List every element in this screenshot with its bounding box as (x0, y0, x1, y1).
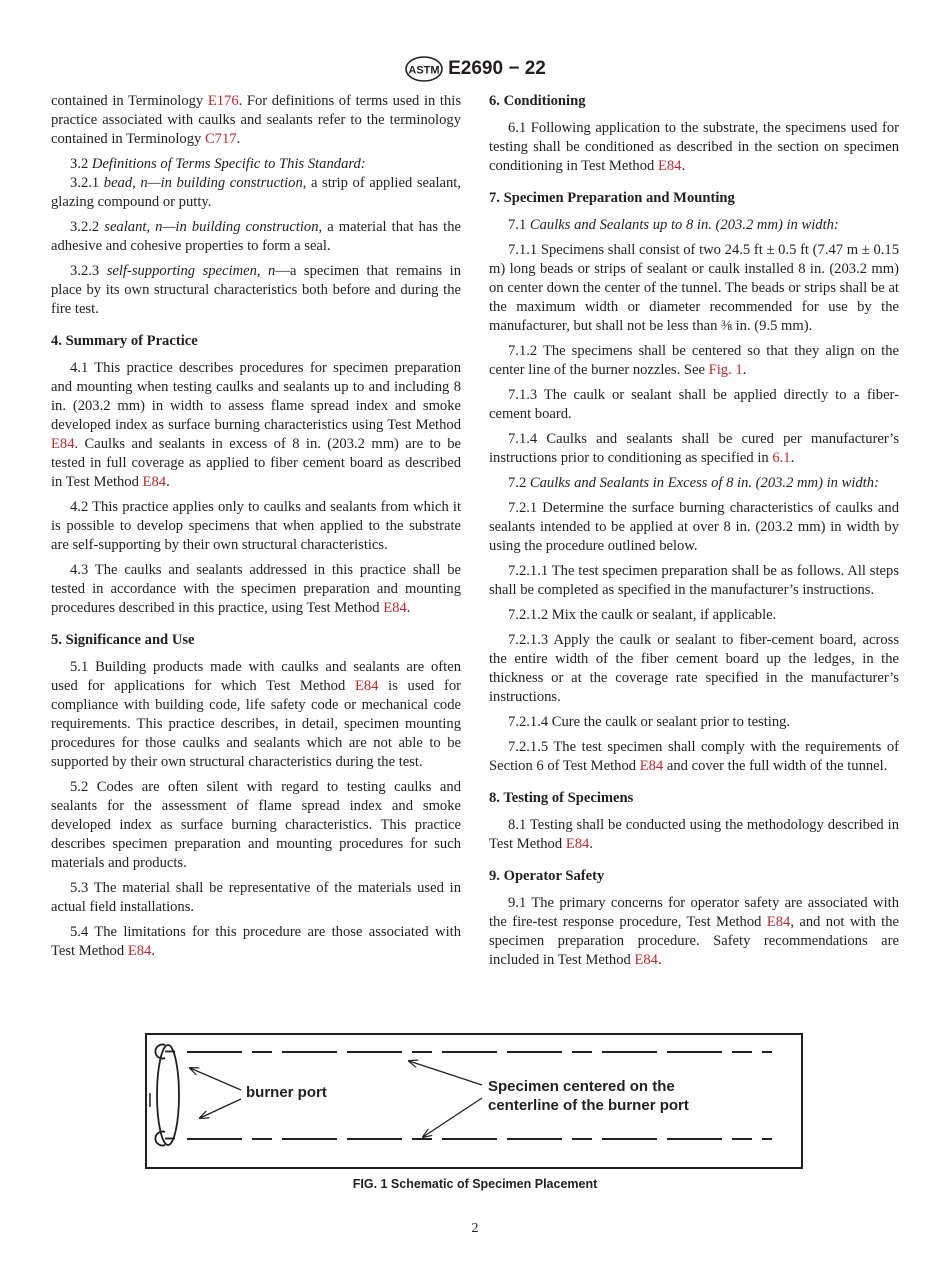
paragraph-8-1: 8.1 Testing shall be conducted using the methodology described in Test Method E84. (489, 817, 899, 852)
paragraph-intro: contained in Terminology E176. For definitions of terms used in this practice associated with caulks and sealants refer to the terminology contained in Terminology C717. (51, 93, 461, 147)
burner-nozzle-icon (157, 1045, 179, 1145)
paragraph-5-2: 5.2 Codes are often silent with regard to testing caulks and sealants for the assessment of flame spread index and smoke developed index as surface burning characteristics. This practice describes specimen preparation and mounting procedures for such materials and products. (51, 779, 461, 871)
paragraph-5-3: 5.3 The material shall be representative of the materials used in actual field installations. (51, 880, 461, 915)
section-link-6-1[interactable]: 6.1 (772, 450, 791, 466)
paragraph-6-1: 6.1 Following application to the substrate, the specimens used for testing shall be conditioned as described in the section on specimen conditioning in Test Method E84. (489, 120, 899, 174)
paragraph-7-2-1-5: 7.2.1.5 The test specimen shall comply with the requirements of Section 6 of Test Method E84 and cover the full width of the tunnel. (489, 739, 899, 774)
paragraph-3-2-3: 3.2.3 self-supporting specimen, n—a specimen that remains in place by its own structural characteristics both before and during the fire test. (51, 263, 461, 317)
paragraph-7-2-1: 7.2.1 Determine the surface burning characteristics of caulks and sealants intended to be applied at over 8 in. (203.2 mm) in width by using the procedure outlined below. (489, 500, 899, 554)
figure-1-schematic (145, 1033, 803, 1169)
label-specimen-line-1: Specimen centered on the (488, 1078, 675, 1095)
reference-link-e176[interactable]: E176 (207, 93, 239, 109)
arrow-icon (200, 1099, 241, 1118)
paragraph-7-1: 7.1 Caulks and Sealants up to 8 in. (203.2 mm) in width: (508, 217, 839, 233)
paragraph-7-2: 7.2 Caulks and Sealants in Excess of 8 in. (203.2 mm) in width: (508, 475, 879, 491)
paragraph-7-1-2: 7.1.2 The specimens shall be centered so that they align on the center line of the burner nozzles. See Fig. 1. (489, 343, 899, 378)
figure-caption: FIG. 1 Schematic of Specimen Placement (352, 1177, 598, 1191)
standard-designation: E2690 − 22 (448, 58, 546, 79)
label-burner-port: burner port (246, 1084, 327, 1101)
section-heading-4: 4. Summary of Practice (51, 333, 198, 349)
page-header (0, 55, 950, 85)
paragraph-7-2-1-1: 7.2.1.1 The test specimen preparation shall be as follows. All steps shall be completed as specified in the manufacturer’s instructions. (489, 563, 899, 598)
paragraph-4-3: 4.3 The caulks and sealants addressed in this practice shall be tested in accordance with the specimen preparation and mounting procedures described in this practice, using Test Method E84. (51, 562, 461, 616)
arrow-icon (409, 1061, 482, 1085)
astm-logo-icon (404, 55, 444, 83)
page-number: 2 (471, 1221, 479, 1236)
logo-text: ASTM (408, 64, 440, 77)
reference-link-c717[interactable]: C717 (204, 131, 237, 147)
arrow-icon (423, 1098, 482, 1137)
reference-link-e84[interactable]: E84 (142, 474, 167, 490)
reference-link-e84[interactable]: E84 (51, 436, 75, 452)
paragraph-7-2-1-3: 7.2.1.3 Apply the caulk or sealant to fiber-cement board, across the entire width of the fiber cement board up the ledges, in the thickness or at the coverage rate specified in the manufacturer’s instructions. (489, 632, 899, 705)
section-heading-9: 9. Operator Safety (489, 868, 605, 884)
paragraph-7-1-4: 7.1.4 Caulks and sealants shall be cured per manufacturer’s instructions prior to conditioning as specified in 6.1. (489, 431, 899, 466)
paragraph-9-1: 9.1 The primary concerns for operator safety are associated with the fire-test response procedure, Test Method E84, and not with the specimen preparation procedure. Safety recommendations are included in Test Method E84. (489, 895, 899, 968)
paragraph-5-1: 5.1 Building products made with caulks and sealants are often used for applications for which Test Method E84 is used for compliance with building code, life safety code or mechanical code requirements. This practice describes, in detail, specimen mounting procedures for those caulks and sealants which are not able to be supported by their own structural characteristics during the test. (51, 659, 461, 770)
paragraph-4-2: 4.2 This practice applies only to caulks and sealants from which it is possible to develop specimens that when applied to the substrate are self-supporting by their own structural characteristics. (51, 499, 461, 553)
reference-link-e84[interactable]: E84 (127, 943, 152, 959)
paragraph-5-4: 5.4 The limitations for this procedure are those associated with Test Method E84. (51, 924, 461, 959)
reference-link-e84[interactable]: E84 (383, 600, 407, 616)
reference-link-e84[interactable]: E84 (766, 914, 791, 930)
right-column (489, 92, 899, 976)
label-specimen-line-2: centerline of the burner port (488, 1097, 689, 1114)
paragraph-7-1-1: 7.1.1 Specimens shall consist of two 24.5 ft ± 0.5 ft (7.47 m ± 0.15 m) long beads or strips of sealant or caulk installed 8 in. (203.2 mm) on center down the center of the tunnel. The beads or strips shall be at the maximum width or diameter recommended for use by the manufacturer, but shall not be less than ⅜ in. (9.5 mm). (489, 242, 899, 334)
section-heading-8: 8. Testing of Specimens (489, 790, 634, 806)
arrow-icon (190, 1068, 241, 1090)
paragraph-3-2-2: 3.2.2 sealant, n—in building construction, a material that has the adhesive and cohesive properties to form a seal. (51, 219, 461, 254)
section-heading-7: 7. Specimen Preparation and Mounting (489, 190, 735, 206)
reference-link-e84[interactable]: E84 (639, 758, 664, 774)
reference-link-e84[interactable]: E84 (565, 836, 590, 852)
reference-link-e84[interactable]: E84 (354, 678, 379, 694)
figure-link-fig1[interactable]: Fig. 1 (708, 362, 743, 378)
paragraph-3-2-1: 3.2.1 bead, n—in building construction, a strip of applied sealant, glazing compound or putty. (51, 175, 461, 210)
paragraph-7-2-1-4: 7.2.1.4 Cure the caulk or sealant prior to testing. (508, 714, 791, 730)
specimen-placement-diagram (147, 1035, 805, 1171)
left-column (51, 92, 461, 967)
section-heading-6: 6. Conditioning (489, 93, 586, 109)
section-heading-5: 5. Significance and Use (51, 632, 195, 648)
paragraph-7-1-3: 7.1.3 The caulk or sealant shall be applied directly to a fiber-cement board. (489, 387, 899, 422)
paragraph-7-2-1-2: 7.2.1.2 Mix the caulk or sealant, if applicable. (508, 607, 777, 623)
paragraph-4-1: 4.1 This practice describes procedures for specimen preparation and mounting when testing caulks and sealants up to and including 8 in. (203.2 mm) in width to assess flame spread index and smoke developed index as surface burning characteristics using Test Method E84. Caulks and sealants in excess of 8 in. (203.2 mm) are to be tested in full coverage as applied to fiber cement board as described in Test Method E84. (51, 360, 461, 490)
reference-link-e84[interactable]: E84 (657, 158, 682, 174)
reference-link-e84[interactable]: E84 (634, 952, 658, 968)
paragraph-3-2: 3.2 Definitions of Terms Specific to This Standard: (70, 156, 366, 172)
